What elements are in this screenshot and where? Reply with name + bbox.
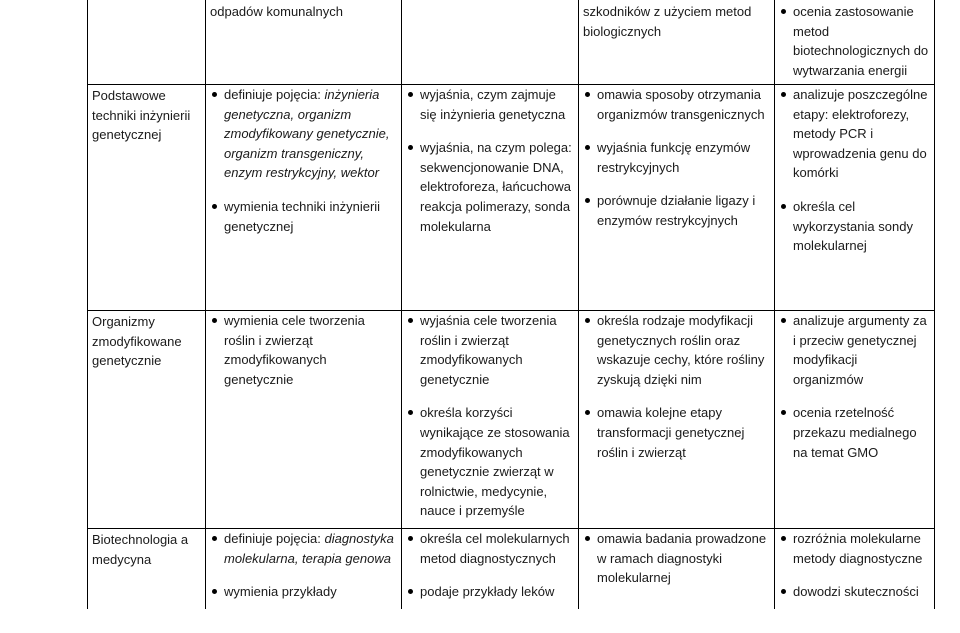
bullet-icon <box>585 318 590 323</box>
bullet-icon <box>212 92 217 97</box>
list-item: omawia kolejne etapy transformacji genetycznej roślin i zwierząt <box>583 403 770 462</box>
bullet-list <box>583 311 770 462</box>
category-cell <box>88 85 206 311</box>
requirement-cell <box>402 529 579 610</box>
table-row <box>88 85 935 311</box>
bullet-icon <box>781 536 786 541</box>
bullet-icon <box>408 92 413 97</box>
requirement-cell <box>579 529 775 610</box>
bullet-icon <box>408 410 413 415</box>
requirement-cell <box>579 0 775 85</box>
bullet-list <box>406 85 574 236</box>
bullet-list <box>779 529 930 602</box>
table-row <box>88 311 935 529</box>
category-label: Organizmy zmodyfikowane genetycznie <box>92 314 182 369</box>
bullet-list <box>210 529 397 602</box>
list-item: wyjaśnia funkcję enzymów restrykcyjnych <box>583 138 770 177</box>
bullet-icon <box>781 9 786 14</box>
list-item: ocenia zastosowanie metod biotechnologicznych do wytwarzania energii <box>779 2 930 80</box>
category-cell <box>88 0 206 85</box>
requirement-cell <box>402 85 579 311</box>
list-item: określa korzyści wynikające ze stosowania zmodyfikowanych genetycznie zwierząt w rolnictwie, medycynie, nauce i przemyśle <box>406 403 574 521</box>
list-item: ocenia rzetelność przekazu medialnego na temat GMO <box>779 403 930 462</box>
list-item: analizuje poszczególne etapy: elektroforezy, metody PCR i wprowadzenia genu do komórki <box>779 85 930 183</box>
table-row <box>88 529 935 610</box>
requirement-cell <box>579 311 775 529</box>
category-cell <box>88 311 206 529</box>
bullet-list <box>210 85 397 236</box>
bullet-icon <box>781 410 786 415</box>
requirement-cell <box>206 85 402 311</box>
list-item: definiuje pojęcia: inżynieria genetyczna, organizm zmodyfikowany genetycznie, organizm transgeniczny, enzym restrykcyjny, wektor <box>210 85 397 183</box>
category-cell <box>88 529 206 610</box>
requirement-cell <box>206 529 402 610</box>
bullet-icon <box>212 204 217 209</box>
bullet-icon <box>781 318 786 323</box>
requirement-cell <box>402 311 579 529</box>
bullet-icon <box>585 536 590 541</box>
requirement-cell <box>775 85 935 311</box>
list-item: wyjaśnia, na czym polega: sekwencjonowanie DNA, elektroforeza, łańcuchowa reakcja polimerazy, sonda molekularna <box>406 138 574 236</box>
requirement-cell <box>206 0 402 85</box>
bullet-icon <box>781 204 786 209</box>
list-item: omawia sposoby otrzymania organizmów transgenicznych <box>583 85 770 124</box>
bullet-icon <box>212 318 217 323</box>
list-item: porównuje działanie ligazy i enzymów restrykcyjnych <box>583 191 770 230</box>
bullet-icon <box>408 589 413 594</box>
list-item: rozróżnia molekularne metody diagnostyczne <box>779 529 930 568</box>
requirement-cell <box>775 529 935 610</box>
bullet-icon <box>781 92 786 97</box>
requirement-cell <box>206 311 402 529</box>
table-row <box>88 0 935 85</box>
bullet-icon <box>585 198 590 203</box>
bullet-icon <box>408 536 413 541</box>
bullet-list <box>779 85 930 256</box>
bullet-icon <box>212 589 217 594</box>
list-item: definiuje pojęcia: diagnostyka molekularna, terapia genowa <box>210 529 397 568</box>
bullet-icon <box>408 145 413 150</box>
category-label: Biotechnologia a medycyna <box>92 532 189 567</box>
bullet-icon <box>212 536 217 541</box>
bullet-icon <box>408 318 413 323</box>
list-item: dowodzi skuteczności <box>779 582 930 602</box>
list-item: określa cel wykorzystania sondy molekularnej <box>779 197 930 256</box>
bullet-icon <box>585 145 590 150</box>
bullet-icon <box>585 92 590 97</box>
list-item: analizuje argumenty za i przeciw genetycznej modyfikacji organizmów <box>779 311 930 389</box>
bullet-list <box>779 311 930 462</box>
list-item: wymienia przykłady <box>210 582 397 602</box>
requirement-cell <box>775 0 935 85</box>
requirement-cell <box>775 311 935 529</box>
requirement-cell <box>402 0 579 85</box>
curriculum-table <box>87 0 935 609</box>
bullet-list <box>583 529 770 588</box>
list-item: określa rodzaje modyfikacji genetycznych roślin oraz wskazuje cechy, które rośliny zyskują dzięki nim <box>583 311 770 389</box>
bullet-list <box>210 311 397 389</box>
requirement-cell <box>579 85 775 311</box>
list-item: wyjaśnia cele tworzenia roślin i zwierząt zmodyfikowanych genetycznie <box>406 311 574 389</box>
bullet-list <box>779 0 930 80</box>
cell-text: odpadów komunalnych <box>210 4 343 19</box>
list-item: określa cel molekularnych metod diagnostycznych <box>406 529 574 568</box>
list-item: wymienia cele tworzenia roślin i zwierząt zmodyfikowanych genetycznie <box>210 311 397 389</box>
bullet-list <box>583 85 770 231</box>
bullet-list <box>406 311 574 521</box>
list-item: podaje przykłady leków <box>406 582 574 602</box>
list-item: omawia badania prowadzone w ramach diagnostyki molekularnej <box>583 529 770 588</box>
cell-text: szkodników z użyciem metod biologicznych <box>583 4 752 39</box>
list-item: wymienia techniki inżynierii genetycznej <box>210 197 397 236</box>
bullet-icon <box>585 410 590 415</box>
bullet-icon <box>781 589 786 594</box>
list-item: wyjaśnia, czym zajmuje się inżynieria genetyczna <box>406 85 574 124</box>
bullet-list <box>406 529 574 602</box>
category-label: Podstawowe techniki inżynierii genetycznej <box>92 88 191 143</box>
